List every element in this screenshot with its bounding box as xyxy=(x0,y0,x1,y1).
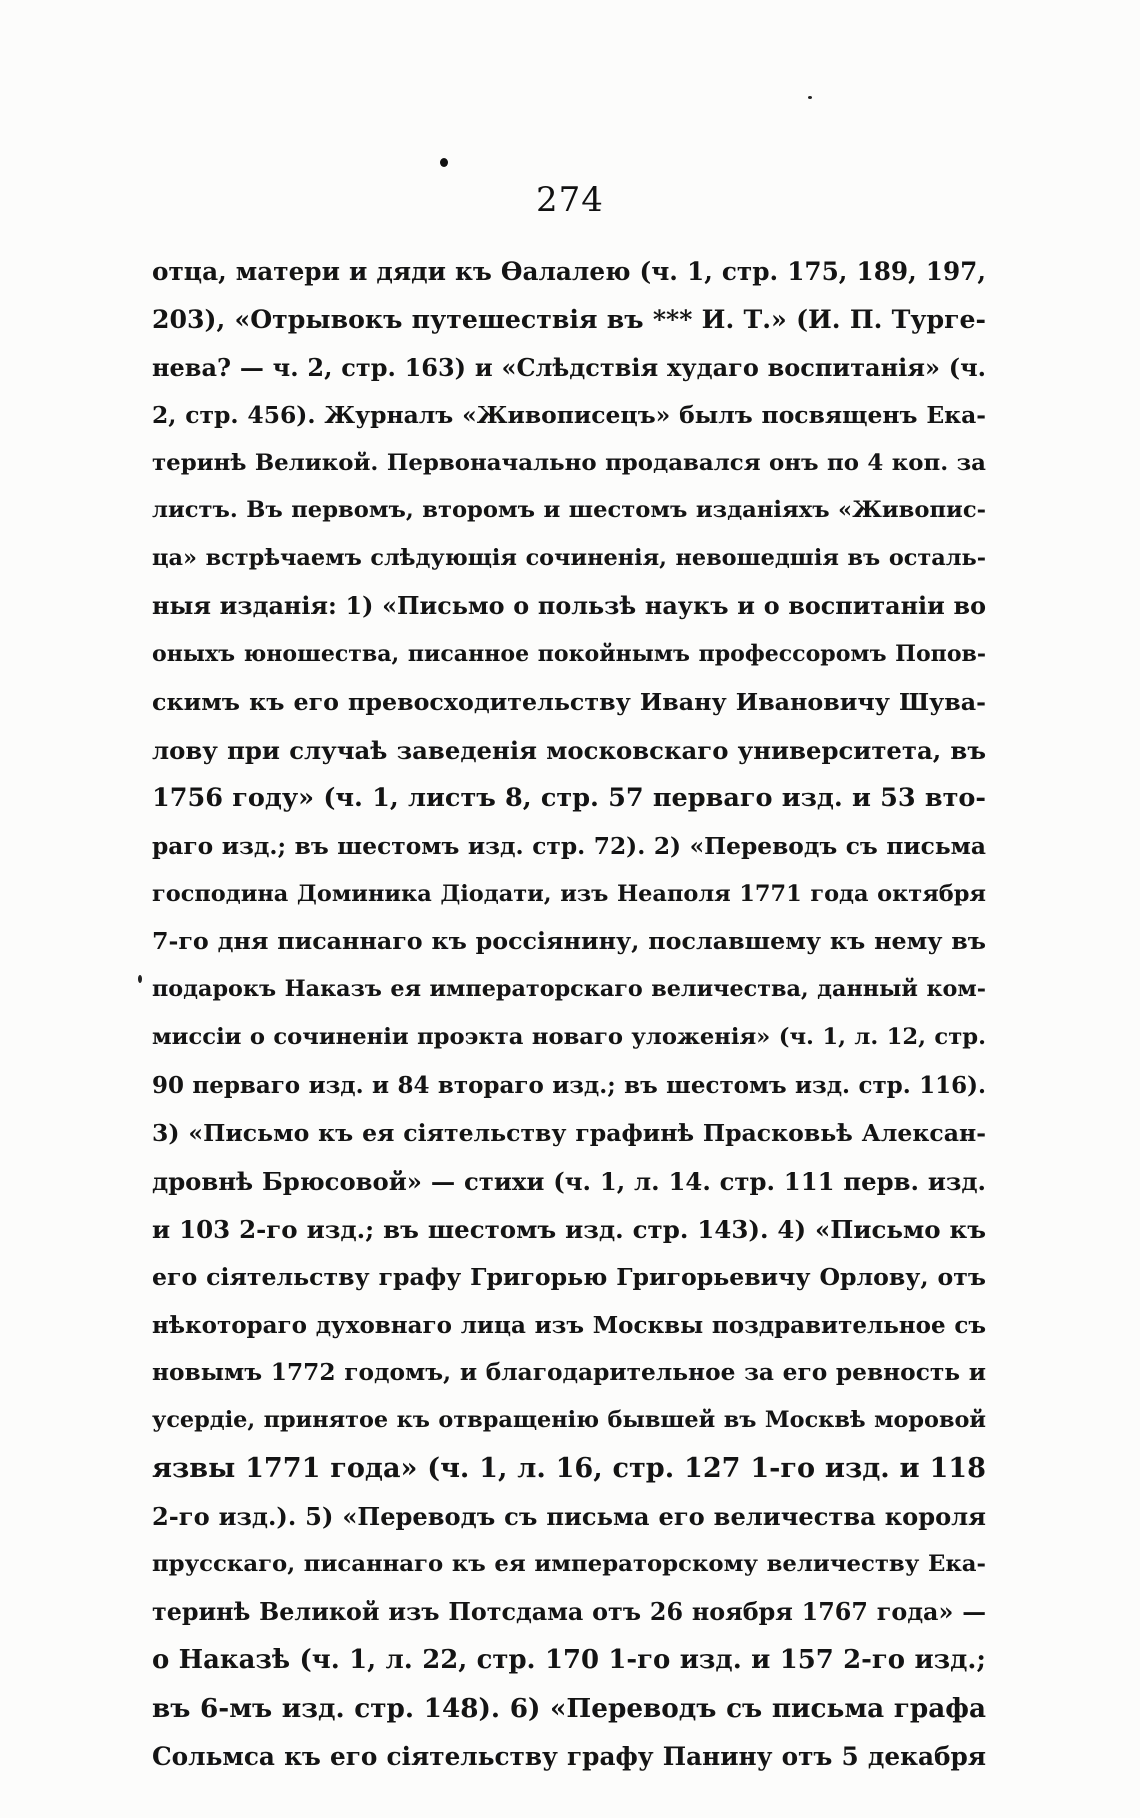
text-line: Сольмса къ его сіятельству графу Панину отъ 5 декабря xyxy=(152,1741,986,1771)
text-line: теринѣ Великой изъ Потсдама отъ 26 ноября 1767 года» — xyxy=(152,1597,986,1626)
text-line: 203), «Отрывокъ путешествія въ *** И. Т.» (И. П. Турге- xyxy=(152,303,986,334)
text-line: 1756 году» (ч. 1, листъ 8, стр. 57 перваго изд. и 53 вто- xyxy=(152,782,986,813)
ink-speck xyxy=(138,975,142,983)
text-line: его сіятельству графу Григорью Григорьевичу Орлову, отъ xyxy=(152,1262,986,1291)
text-line: оныхъ юношества, писанное покойнымъ профессоромъ Попов- xyxy=(152,641,986,668)
ink-speck xyxy=(808,96,812,99)
text-line: въ 6-мъ изд. стр. 148). 6) «Переводъ съ письма графа xyxy=(152,1692,986,1724)
text-line: господина Доминика Діодати, изъ Неаполя 1771 года октября xyxy=(152,880,986,907)
text-line: дровнѣ Брюсовой» — стихи (ч. 1, л. 14. стр. 111 перв. изд. xyxy=(152,1166,986,1196)
text-line: отца, матери и дяди къ Ѳалалею (ч. 1, стр. 175, 189, 197, xyxy=(152,257,986,286)
text-line: раго изд.; въ шестомъ изд. стр. 72). 2) «Переводъ съ письма xyxy=(152,832,986,860)
text-line: нева? — ч. 2, стр. 163) и «Слѣдствія худаго воспитанія» (ч. xyxy=(152,352,986,382)
text-line: усердіе, принятое къ отвращенію бывшей въ Москвѣ моровой xyxy=(152,1407,986,1434)
text-line: подарокъ Наказъ ея императорскаго величества, данный ком- xyxy=(152,976,986,1003)
text-line: ца» встрѣчаемъ слѣдующія сочиненія, невошедшія въ осталь- xyxy=(152,545,986,572)
text-line: ныя изданія: 1) «Письмо о пользѣ наукъ и о воспитаніи во xyxy=(152,592,986,621)
text-line: прусскаго, писаннаго къ ея императорскому величеству Ека- xyxy=(152,1551,986,1578)
text-line: лову при случаѣ заведенія московскаго университета, въ xyxy=(152,735,986,765)
text-line: нѣкотораго духовнаго лица изъ Москвы поздравительное съ xyxy=(152,1311,986,1339)
ink-dot xyxy=(440,158,448,167)
text-line: теринѣ Великой. Первоначально продавался онъ по 4 коп. за xyxy=(152,449,986,476)
page-number: 274 xyxy=(536,180,604,220)
text-line: язвы 1771 года» (ч. 1, л. 16, стр. 127 1-го изд. и 118 xyxy=(152,1453,986,1485)
text-line: 3) «Письмо къ ея сіятельству графинѣ Прасковьѣ Алексан- xyxy=(152,1119,986,1148)
text-line: и 103 2-го изд.; въ шестомъ изд. стр. 143). 4) «Письмо къ xyxy=(152,1214,986,1244)
text-line: 2, стр. 456). Журналъ «Живописецъ» былъ посвященъ Ека- xyxy=(152,400,986,429)
text-line: 2-го изд.). 5) «Переводъ съ письма его величества короля xyxy=(152,1502,986,1532)
text-line: миссіи о сочиненіи проэкта новаго уложенія» (ч. 1, л. 12, стр. xyxy=(152,1024,986,1051)
text-line: скимъ къ его превосходительству Ивану Ивановичу Шува- xyxy=(152,688,986,717)
text-line: листъ. Въ первомъ, второмъ и шестомъ изданіяхъ «Живопис- xyxy=(152,497,986,524)
body-text xyxy=(152,248,986,1781)
text-line: 7-го дня писаннаго къ россіянину, пославшему къ нему въ xyxy=(152,927,986,956)
text-line: новымъ 1772 годомъ, и благодарительное за его ревность и xyxy=(152,1359,986,1387)
text-line: 90 перваго изд. и 84 втораго изд.; въ шестомъ изд. стр. 116). xyxy=(152,1072,986,1100)
text-line: о Наказѣ (ч. 1, л. 22, стр. 170 1-го изд. и 157 2-го изд.; xyxy=(152,1644,986,1675)
